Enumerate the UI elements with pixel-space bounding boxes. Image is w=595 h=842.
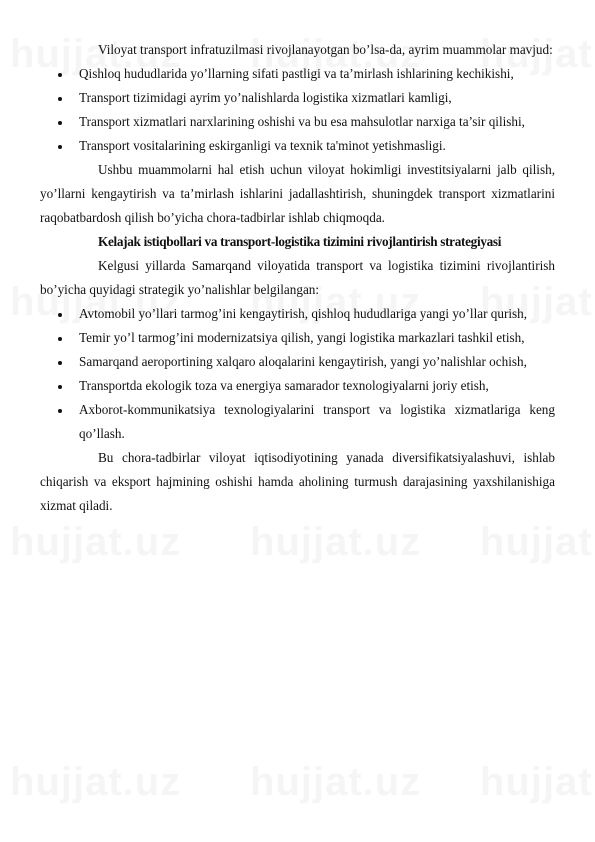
watermark	[10, 520, 181, 565]
conclusion-paragraph: Bu chora-tadbirlar viloyat iqtisodiyotining yanada diversifikatsiyalashuvi, ishlab chiqarish va eksport hajmining oshishi hamda aholining turmush darajasining yaxshilanishiga xizmat qiladi.	[40, 450, 555, 513]
section-heading: Kelajak istiqbollari va transport-logistika tizimini rivojlantirish strategiyasi	[98, 234, 502, 249]
watermark	[250, 520, 421, 565]
document-page	[40, 38, 555, 518]
watermark	[10, 760, 181, 805]
list-item: Samarqand aeroportining xalqaro aloqalarini kengaytirish, yangi yo’nalishlar ochish,	[40, 350, 555, 374]
list-item: Transport vositalarining eskirganligi va texnik ta'minot yetishmasligi.	[40, 134, 555, 158]
strategies-list	[40, 302, 555, 446]
bullet-icon	[58, 145, 62, 149]
bullet-icon	[58, 337, 62, 341]
bullet-icon	[58, 121, 62, 125]
watermark	[480, 520, 595, 565]
watermark	[480, 760, 595, 805]
list-item: Qishloq hududlarida yo’llarning sifati pastligi va ta’mirlash ishlarining kechikishi,	[40, 62, 555, 86]
list-item: Temir yo’l tarmog’ini modernizatsiya qilish, yangi logistika markazlari tashkil etish,	[40, 326, 555, 350]
problems-list	[40, 62, 555, 158]
bullet-icon	[58, 313, 62, 317]
measures-paragraph: Ushbu muammolarni hal etish uchun viloyat hokimligi investitsiyalarni jalb qilish, yo’llarni kengaytirish va ta’mirlash ishlarini jadallashtirish, shuningdek transport xizmatlarini raqobatbardosh qilish bo’yicha chora-tadbirlar ishlab chiqmoqda.	[40, 162, 555, 225]
intro-paragraph: Viloyat transport infratuzilmasi rivojlanayotgan bo’lsa-da, ayrim muammolar mavjud:	[98, 42, 553, 57]
bullet-icon	[58, 73, 62, 77]
watermark	[250, 760, 421, 805]
bullet-icon	[58, 409, 62, 413]
strategy-intro-paragraph: Kelgusi yillarda Samarqand viloyatida transport va logistika tizimini rivojlantirish bo’yicha quyidagi strategik yo’nalishlar belgilangan:	[40, 258, 555, 297]
bullet-icon	[58, 97, 62, 101]
list-item: Transport xizmatlari narxlarining oshishi va bu esa mahsulotlar narxiga ta’sir qilishi,	[40, 110, 555, 134]
list-item: Avtomobil yo’llari tarmog’ini kengaytirish, qishloq hududlariga yangi yo’llar qurish,	[40, 302, 555, 326]
list-item: Axborot-kommunikatsiya texnologiyalarini transport va logistika xizmatlariga keng qo’llash.	[40, 398, 555, 446]
list-item: Transportda ekologik toza va energiya samarador texnologiyalarni joriy etish,	[40, 374, 555, 398]
bullet-icon	[58, 361, 62, 365]
bullet-icon	[58, 385, 62, 389]
list-item: Transport tizimidagi ayrim yo’nalishlarda logistika xizmatlari kamligi,	[40, 86, 555, 110]
